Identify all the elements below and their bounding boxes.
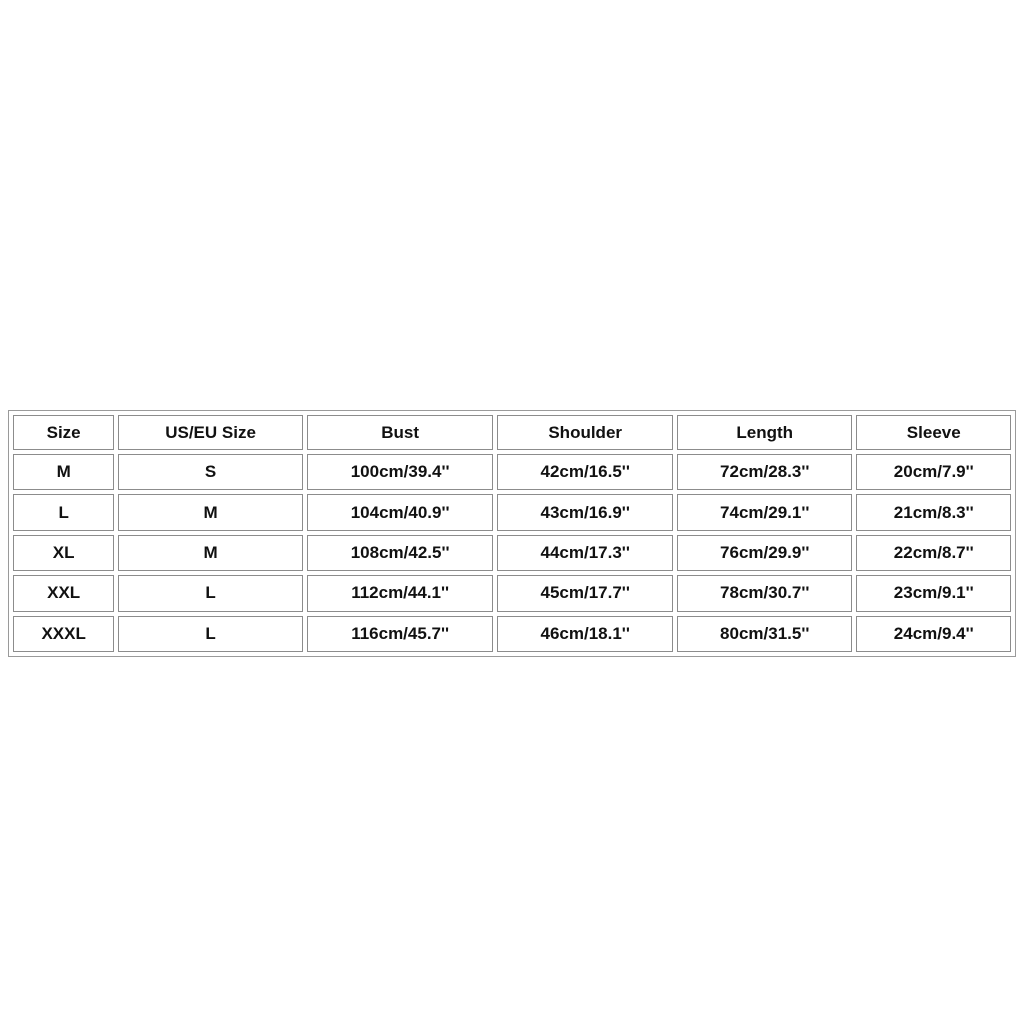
cell-shoulder: 46cm/18.1'' (497, 616, 673, 652)
cell-size: L (13, 494, 114, 530)
header-bust: Bust (307, 415, 494, 450)
cell-us-eu-size: M (118, 535, 303, 571)
cell-sleeve: 21cm/8.3'' (856, 494, 1011, 530)
table-row (13, 494, 1011, 530)
cell-us-eu-size: M (118, 494, 303, 530)
table-row (13, 616, 1011, 652)
header-us-eu-size: US/EU Size (118, 415, 303, 450)
cell-length: 72cm/28.3'' (677, 454, 853, 490)
header-length: Length (677, 415, 853, 450)
header-size: Size (13, 415, 114, 450)
cell-bust: 100cm/39.4'' (307, 454, 494, 490)
cell-shoulder: 45cm/17.7'' (497, 575, 673, 611)
table-row (13, 535, 1011, 571)
size-chart-header (13, 415, 1011, 450)
cell-us-eu-size: S (118, 454, 303, 490)
header-shoulder: Shoulder (497, 415, 673, 450)
header-row (13, 415, 1011, 450)
cell-sleeve: 24cm/9.4'' (856, 616, 1011, 652)
cell-sleeve: 23cm/9.1'' (856, 575, 1011, 611)
cell-sleeve: 20cm/7.9'' (856, 454, 1011, 490)
header-sleeve: Sleeve (856, 415, 1011, 450)
cell-bust: 112cm/44.1'' (307, 575, 494, 611)
cell-shoulder: 42cm/16.5'' (497, 454, 673, 490)
cell-size: XXXL (13, 616, 114, 652)
cell-length: 80cm/31.5'' (677, 616, 853, 652)
cell-length: 74cm/29.1'' (677, 494, 853, 530)
cell-size: XXL (13, 575, 114, 611)
cell-shoulder: 43cm/16.9'' (497, 494, 673, 530)
cell-bust: 116cm/45.7'' (307, 616, 494, 652)
cell-bust: 104cm/40.9'' (307, 494, 494, 530)
cell-sleeve: 22cm/8.7'' (856, 535, 1011, 571)
cell-length: 76cm/29.9'' (677, 535, 853, 571)
table-row (13, 454, 1011, 490)
cell-shoulder: 44cm/17.3'' (497, 535, 673, 571)
size-chart-body (13, 454, 1011, 652)
cell-size: XL (13, 535, 114, 571)
cell-bust: 108cm/42.5'' (307, 535, 494, 571)
cell-length: 78cm/30.7'' (677, 575, 853, 611)
table-row (13, 575, 1011, 611)
size-chart-table (8, 410, 1016, 657)
cell-size: M (13, 454, 114, 490)
cell-us-eu-size: L (118, 575, 303, 611)
cell-us-eu-size: L (118, 616, 303, 652)
